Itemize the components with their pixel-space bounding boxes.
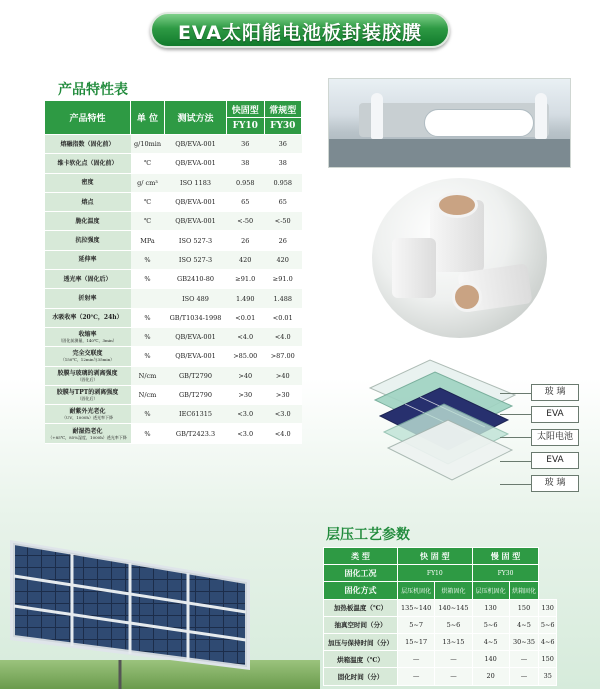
property-name: 胶膜与玻璃的剥离强度	[57, 369, 118, 377]
header-unit: 单 位	[131, 101, 165, 135]
property-fy10: <0.01	[227, 308, 265, 327]
property-unit: MPa	[131, 231, 165, 250]
property-unit: %	[131, 424, 165, 443]
process-param-value: 130	[472, 599, 509, 616]
header-fast: 快固型	[227, 101, 265, 118]
property-fy30: 26	[264, 231, 302, 250]
property-fy30: 420	[264, 250, 302, 269]
process-condition-label: 固化工况	[324, 565, 398, 582]
process-table	[323, 547, 557, 686]
property-method: IEC61315	[165, 405, 227, 424]
property-method: ISO 527-3	[165, 231, 227, 250]
table-row	[324, 668, 557, 685]
property-fy30: 65	[264, 192, 302, 211]
process-param-value: 4~6	[539, 633, 557, 650]
property-unit: ℃	[131, 192, 165, 211]
process-mode: 层压机固化	[398, 582, 435, 599]
process-param-name: 加热板温度（℃）	[324, 599, 398, 616]
property-method: QB/EVA-001	[165, 192, 227, 211]
section-title-properties: 产品特性表	[58, 82, 128, 98]
property-method: QB/EVA-001	[165, 135, 227, 154]
property-note: （固化后）	[77, 376, 98, 382]
property-name: 抗拉强度	[75, 237, 100, 245]
property-method: ISO 527-3	[165, 250, 227, 269]
property-note: （固化前测量，140℃，3min）	[58, 338, 117, 344]
process-param-value: 5~6	[539, 616, 557, 633]
property-unit: N/cm	[131, 366, 165, 385]
table-row	[324, 616, 557, 633]
process-param-value: 20	[472, 668, 509, 685]
property-fy10: 65	[227, 192, 265, 211]
property-name: 脆化温度	[75, 217, 100, 225]
property-fy10: <3.0	[227, 405, 265, 424]
process-fast-label: 快 固 型	[398, 548, 473, 565]
layer-label-eva-bottom: EVA	[531, 452, 579, 469]
property-method: ISO 489	[165, 289, 227, 308]
table-row	[324, 651, 557, 668]
process-param-value: 5~6	[472, 616, 509, 633]
process-param-value: 140~145	[435, 599, 472, 616]
property-fy30: 36	[264, 135, 302, 154]
process-param-value: 4~5	[509, 616, 539, 633]
property-fy30: >40	[264, 366, 302, 385]
property-fy10: 26	[227, 231, 265, 250]
property-name: 水吸收率（20℃，24h）	[52, 314, 123, 322]
property-name: 耐湿热老化	[72, 427, 103, 435]
property-fy30: 0.958	[264, 173, 302, 192]
property-fy10: >85.00	[227, 347, 265, 366]
process-param-value: 13~15	[435, 633, 472, 650]
property-name: 透光率（固化后）	[63, 275, 112, 283]
process-param-value: —	[398, 651, 435, 668]
process-slow-model: FY30	[472, 565, 539, 582]
process-fast-model: FY10	[398, 565, 473, 582]
property-fy10: <-50	[227, 212, 265, 231]
section-title-process: 层压工艺参数	[326, 527, 410, 543]
property-name: 熔点	[81, 198, 94, 206]
layer-label-glass-top: 玻 璃	[531, 384, 579, 401]
table-row	[324, 599, 557, 616]
process-param-value: —	[509, 668, 539, 685]
property-unit: %	[131, 347, 165, 366]
property-name: 熔融指数（固化前）	[60, 140, 115, 148]
process-param-value: 4~5	[472, 633, 509, 650]
property-name: 完全交联度	[72, 350, 103, 358]
layer-label-eva-top: EVA	[531, 406, 579, 423]
property-fy30: 38	[264, 154, 302, 173]
process-param-value: —	[398, 668, 435, 685]
property-unit: g/ cm³	[131, 173, 165, 192]
solar-array-photo	[0, 520, 300, 689]
process-param-value: 5~7	[398, 616, 435, 633]
process-mode: 层压机固化	[472, 582, 509, 599]
process-mode-label: 固化方式	[324, 582, 398, 599]
property-fy10: >30	[227, 385, 265, 404]
property-method: QB/EVA-001	[165, 212, 227, 231]
process-param-value: 130	[539, 599, 557, 616]
process-slow-label: 慢 固 型	[472, 548, 539, 565]
property-method: QB/EVA-001	[165, 154, 227, 173]
process-param-value: —	[435, 651, 472, 668]
property-fy10: <3.0	[227, 424, 265, 443]
process-param-name: 固化时间（分）	[324, 668, 398, 685]
property-fy30: <4.0	[264, 327, 302, 346]
header-regular-model: FY30	[264, 118, 302, 135]
property-unit: %	[131, 308, 165, 327]
property-method: QB/EVA-001	[165, 347, 227, 366]
process-param-value: 5~6	[435, 616, 472, 633]
page-title: EVA太阳能电池板封装胶膜	[177, 22, 423, 44]
process-param-value: —	[509, 651, 539, 668]
property-name: 维卡软化点（固化前）	[57, 159, 118, 167]
process-mode: 烘箱固化	[435, 582, 472, 599]
property-method: ISO 1183	[165, 173, 227, 192]
property-name: 折射率	[78, 295, 97, 303]
table-row	[324, 633, 557, 650]
property-note: （+85℃，85%湿度，1000h）透光率下降	[48, 434, 127, 440]
process-param-value: 135~140	[398, 599, 435, 616]
process-param-value: 150	[539, 651, 557, 668]
property-unit: %	[131, 270, 165, 289]
property-method: GB/T2790	[165, 366, 227, 385]
process-param-value: 15~17	[398, 633, 435, 650]
property-unit: ℃	[131, 154, 165, 173]
property-fy30: >87.00	[264, 347, 302, 366]
process-param-name: 加压与保持时间（分）	[324, 633, 398, 650]
process-param-value: 140	[472, 651, 509, 668]
property-name: 密度	[81, 179, 94, 187]
property-fy30: <0.01	[264, 308, 302, 327]
process-table-body	[324, 599, 557, 685]
property-fy10: 0.958	[227, 173, 265, 192]
process-param-name: 烘箱温度（℃）	[324, 651, 398, 668]
property-unit: g/10min	[131, 135, 165, 154]
property-fy30: ≥91.0	[264, 270, 302, 289]
property-unit: %	[131, 250, 165, 269]
property-note: （UV，1000h）透光率下降	[61, 415, 113, 421]
property-note: （150℃，12min与35min）	[60, 357, 115, 363]
property-fy10: <4.0	[227, 327, 265, 346]
property-fy10: 1.490	[227, 289, 265, 308]
property-name: 耐紫外光老化	[69, 408, 106, 416]
process-param-value: 35	[539, 668, 557, 685]
property-unit: %	[131, 405, 165, 424]
property-fy30: <-50	[264, 212, 302, 231]
property-unit: N/cm	[131, 385, 165, 404]
process-param-name: 抽真空时间（分）	[324, 616, 398, 633]
property-fy10: 420	[227, 250, 265, 269]
property-method: QB/EVA-001	[165, 327, 227, 346]
header-method: 测试方法	[165, 101, 227, 135]
process-param-value: 30~35	[509, 633, 539, 650]
property-name: 胶膜与TPT的剥离强度	[56, 389, 119, 396]
header-property: 产品特性	[45, 101, 131, 135]
layer-label-solar-cell: 太阳电池	[531, 429, 579, 446]
property-fy30: <3.0	[264, 405, 302, 424]
property-method: GB/T2423.3	[165, 424, 227, 443]
process-param-value: 150	[509, 599, 539, 616]
process-param-value: —	[435, 668, 472, 685]
property-unit: %	[131, 327, 165, 346]
header-fast-model: FY10	[227, 118, 265, 135]
header-regular: 常规型	[264, 101, 302, 118]
property-name: 收缩率	[78, 331, 97, 339]
property-method: GB2410-80	[165, 270, 227, 289]
property-method: GB/T1034-1998	[165, 308, 227, 327]
property-fy10: ≥91.0	[227, 270, 265, 289]
property-fy30: <4.0	[264, 424, 302, 443]
layer-label-glass-bottom: 玻 璃	[531, 475, 579, 492]
property-name: 延伸率	[78, 256, 97, 264]
property-fy10: 38	[227, 154, 265, 173]
property-fy10: 36	[227, 135, 265, 154]
property-fy10: >40	[227, 366, 265, 385]
property-note: （固化后）	[77, 396, 98, 401]
property-method: GB/T2790	[165, 385, 227, 404]
property-fy30: >30	[264, 385, 302, 404]
property-unit: ℃	[131, 212, 165, 231]
property-fy30: 1.488	[264, 289, 302, 308]
process-type-label: 类 型	[324, 548, 398, 565]
process-mode: 烘箱固化	[509, 582, 539, 599]
